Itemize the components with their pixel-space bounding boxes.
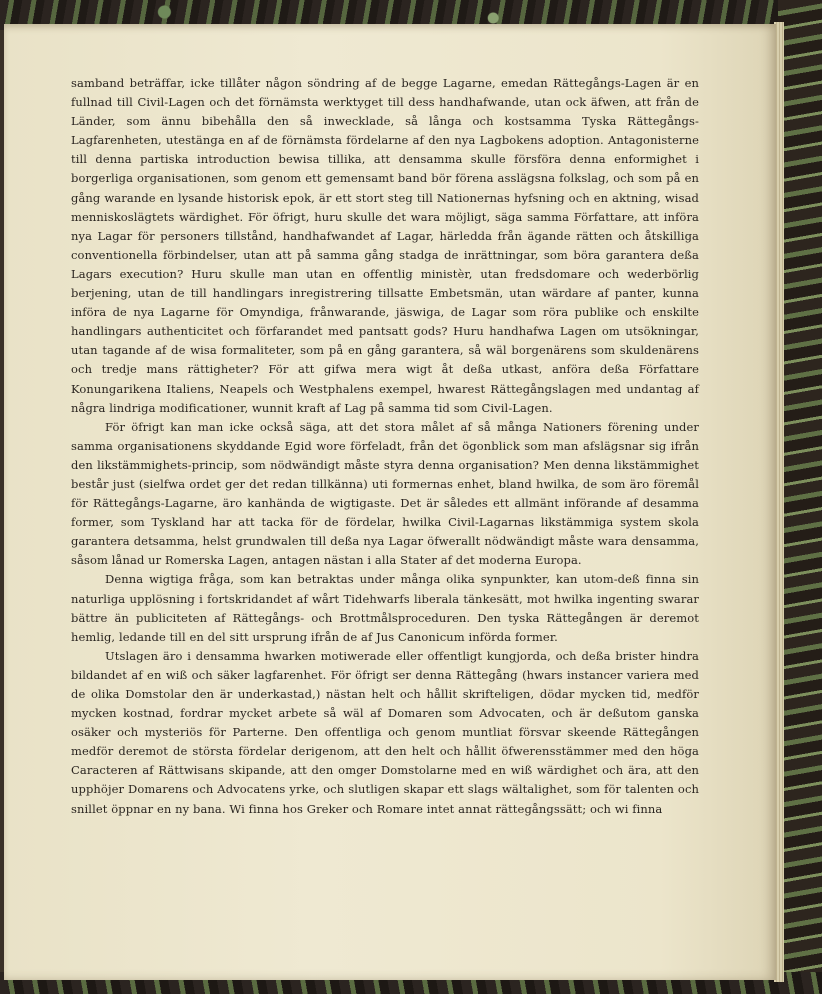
marbled-cover-right	[778, 0, 822, 994]
paragraph-4: Utslagen äro i densamma hwarken motiwerade eller offentligt kungjorda, och deßa brister hindra bildandet af en wiß och säker lagfarenhet. För öfrigt ser denna Rättegång (hwars instancer variera med de olika Domstolar den är underkastad,) nästan helt och hållit skrifteligen, dödar mycken tid, medför mycken kostnad, fordrar mycket arbete så wäl af Domaren som Advocaten, och är deßutom ganska osäker och mysteriös för Parterne. Den offentliga och genom muntliat försvar skeende Rättegången medför deremot de största fördelar derigenom, att den helt och hållit öfwerensstämmer med den höga Caracteren af Rättwisans skipande, att den omger Domstolarne med en wiß wärdighet och ära, att den upphöjer Domarens och Advocatens yrke, och slutligen skapar ett slags wältalighet, som för talenten och snillet öppnar en ny bana. Wi finna hos Greker och Romare intet annat rättegångssätt; och wi finna	[71, 648, 699, 816]
paragraph-2: För öfrigt kan man icke också säga, att det stora målet af så många Nationers förening under samma organisationens skyddande Egid wore förfeladt, från det ögonblick som man afslägsnar sig ifrån den likstämmighets-princip, som nödwändigt måste styra denna organisation? Men denna likstämmighet består just (sielfwa ordet ger det redan tillkänna) uti formernas enhet, bland hwilka, de som äro föremål för Rättegångs-Lagarne, äro kanhända de wigtigaste. Det är således ett allmänt införande af desamma former, som Tyskland har att tacka för de fördelar, hwilka Civil-Lagarnas likstämmiga system skola garantera detsamma, helst grundwalen till deßa nya Lagar öfwerallt nödwändigt måste wara densamma, såsom lånad ur Romerska Lagen, antagen nästan i alla Stater af det moderna Europa.	[71, 419, 699, 568]
page-text	[71, 74, 699, 819]
paragraph-1: samband beträffar, icke tillåter någon söndring af de begge Lagarne, emedan Rättegångs-Lagen är en fullnad till Civil-Lagen och det förnämsta werktyget till dess handhafwande, utan ock äfwen, att från de Länder, som ännu bibehålla den så inwecklade, så långa och kostsamma Tyska Rättegångs-Lagfarenheten, utestänga en af de förnämsta fördelarne af den nya Lagbokens adoption. Antagonisterne till denna partiska introduction bewisa tillika, att densamma skulle försföra denna enformighet i borgerliga organisationen, som genom ett gemensamt band bör förena asslägsna folkslag, och som på en gång warande en lysande historisk epok, är ett stort steg till Nationernas hyfsning och en aktning, wisad menniskoslägtets wärdighet. För öfrigt, huru skulle det wara möjligt, säga samma Författare, att införa nya Lagar för personers tillstånd, handhafwandet af Lagar, härledda från ägande rätten och åtskilliga conventionella förbindelser, utan att på samma gång stadga de inrättningar, som böra garantera deßa Lagars execution? Huru skulle man utan en offentlig ministèr, utan fredsdomare och wederbörlig berjening, utan de till handlingars inregistrering tillsatte Embetsmän, utan wärdare af panter, kunna införa de nya Lagarne för Omyndiga, frånwarande, jäswiga, de Lagar som röra publike och enskilte handlingars authenticitet och förfarandet med pantsatt gods? Huru handhafwa Lagen om utsökningar, utan tagande af de wisa formaliteter, som på en gång garantera, så wäl borgenärens som skuldenärens och tredje mans rättigheter? För att gifwa mera wigt åt deßa utkast, anföra deßa Författare Konungarikena Italiens, Neapels och Westphalens exempel, hwarest Rättegångslagen med undantag af några lindriga modificationer, wunnit kraft af Lag på samma tid som Civil-Lagen.	[71, 76, 699, 415]
paragraph-3: Denna wigtiga fråga, som kan betraktas under många olika synpunkter, kan utom-deß finna sin naturliga upplösning i fortskridandet af wårt Tidehwarfs liberala tänkesätt, mot hwilka ingenting swarar bättre än publiciteten af Rättegångs- och Brottmålsproceduren. Den tyska Rättegången är deremot hemlig, ledande till en del sitt ursprung ifrån de af Jus Canonicum införda former.	[71, 572, 699, 644]
